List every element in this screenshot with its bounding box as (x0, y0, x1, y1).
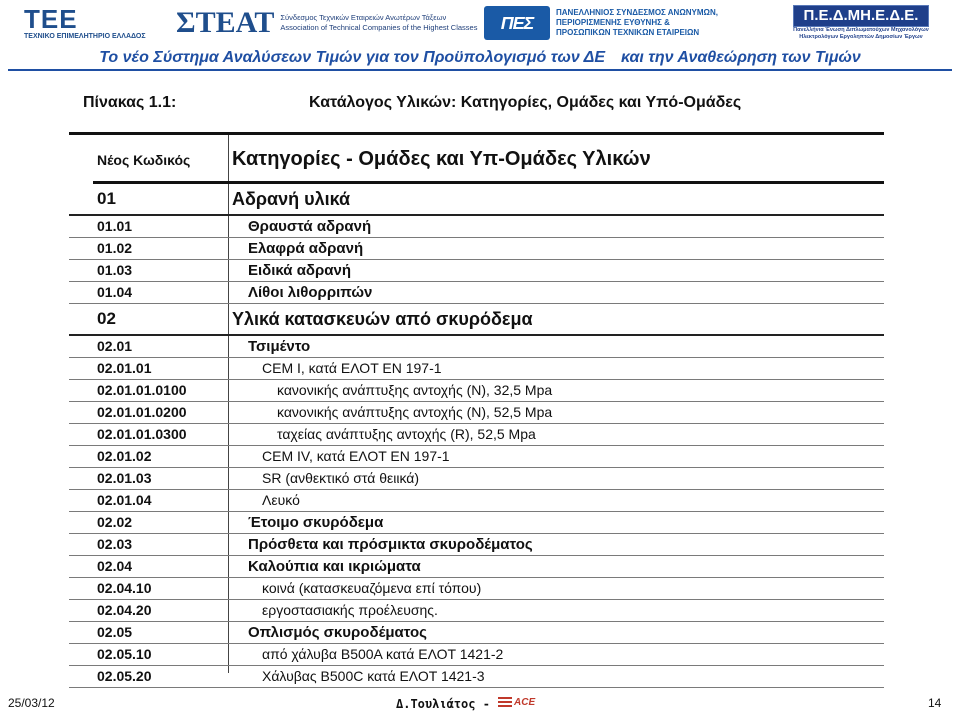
table-row (69, 380, 884, 402)
table-caption (83, 94, 873, 116)
table-row (69, 556, 884, 578)
pedmhede-logo (788, 2, 934, 44)
row-code: 02.01.02 (97, 448, 152, 464)
table-row (69, 490, 884, 512)
row-description: Θραυστά αδρανή (248, 218, 372, 235)
table-row (69, 512, 884, 534)
tee-logo-subtitle: ΤΕΧΝΙΚΟ ΕΠΙΜΕΛΗΤΗΡΙΟ ΕΛΛΑΔΟΣ (24, 32, 146, 40)
row-code: 01.04 (97, 284, 133, 300)
row-code: 02.01.03 (97, 470, 152, 486)
pesa-logo-mark-text: ΠΕΣ (500, 12, 534, 33)
row-code: 02.01.01.0300 (97, 426, 187, 442)
slide-title-part2: και την Αναθεώρηση των Τιμών (621, 49, 861, 66)
row-code: 02.02 (97, 514, 133, 530)
row-description: από χάλυβα B500A κατά ΕΛΟΤ 1421-2 (262, 646, 504, 662)
table-row (69, 600, 884, 622)
table-row (69, 260, 884, 282)
pesa-logo-line3: ΠΡΟΣΩΠΙΚΩΝ ΤΕΧΝΙΚΩΝ ΕΤΑΙΡΕΙΩΝ (556, 28, 700, 37)
row-description: SR (ανθεκτικό στά θειικά) (262, 470, 420, 486)
table-caption-text: Κατάλογος Υλικών: Κατηγορίες, Ομάδες και Υπό-Ομάδες (309, 94, 742, 111)
row-description: Λίθοι λιθορριπών (248, 284, 373, 301)
pesa-logo (484, 2, 744, 44)
row-code: 02.01 (97, 338, 133, 354)
column-header-code: Νέος Κωδικός (97, 152, 191, 168)
table-row (69, 216, 884, 238)
ace-logo (498, 694, 544, 710)
footer-author: Δ.Τουλιάτος - (396, 697, 490, 711)
row-description: Ελαφρά αδρανή (248, 240, 364, 257)
steat-logo (176, 2, 478, 44)
table-top-rule (69, 132, 884, 135)
tee-logo-mark: ΤΕΕ (24, 3, 78, 34)
steat-logo-text (280, 13, 477, 33)
table-row (69, 446, 884, 468)
ace-logo-stripes (498, 697, 512, 707)
row-description: Λευκό (262, 492, 300, 508)
pedmhede-logo-line1: Πανελλήνια Ένωση Διπλωματούχων Μηχανολόγων (793, 27, 929, 33)
table-row (69, 402, 884, 424)
pedmhede-logo-line2: Ηλεκτρολόγων Εργοληπτών Δημοσίων Έργων (799, 34, 923, 40)
row-code: 02.05.10 (97, 646, 152, 662)
pesa-logo-text (556, 8, 718, 38)
tee-logo (24, 2, 164, 44)
table-row (69, 534, 884, 556)
slide-title (0, 47, 960, 69)
table-row (69, 644, 884, 666)
row-code: 02.04.20 (97, 602, 152, 618)
row-code: 02.04 (97, 558, 133, 574)
slide-title-part1: Το νέο Σύστημα Αναλύσεων Τιμών για τον Προϋπολογισμό των ΔΕ (99, 49, 606, 66)
row-description: CEM IV, κατά ΕΛΟΤ ΕΝ 197-1 (262, 448, 450, 464)
row-description: CEM I, κατά ΕΛΟΤ ΕΝ 197-1 (262, 360, 442, 376)
pesa-logo-mark (484, 6, 550, 40)
steat-logo-line1: Σύνδεσμος Τεχνικών Εταιρειών Ανωτέρων Τάξεων (280, 13, 447, 22)
table-row (69, 336, 884, 358)
row-code: 02.01.04 (97, 492, 152, 508)
row-code: 02.01.01.0100 (97, 382, 187, 398)
table-row (69, 666, 884, 688)
table-caption-label: Πίνακας 1.1: (83, 94, 177, 111)
pesa-logo-line1: ΠΑΝΕΛΛΗΝΙΟΣ ΣΥΝΔΕΣΜΟΣ ΑΝΩΝΥΜΩΝ, (556, 8, 718, 17)
page-number: 14 (928, 696, 942, 710)
row-code: 02.01.01.0200 (97, 404, 187, 420)
row-description: ταχείας ανάπτυξης αντοχής (R), 52,5 Mpa (277, 426, 536, 442)
table-row (69, 578, 884, 600)
table-row (69, 282, 884, 304)
table-row (69, 304, 884, 336)
footer-date: 25/03/12 (8, 696, 55, 710)
row-description: Υλικά κατασκευών από σκυρόδεμα (232, 309, 533, 329)
ace-logo-text: ACE (514, 696, 536, 708)
table-row (69, 358, 884, 380)
table-row (69, 184, 884, 216)
row-description: Οπλισμός σκυροδέματος (248, 624, 427, 641)
row-description: Αδρανή υλικά (232, 189, 351, 209)
row-code: 02.05.20 (97, 668, 152, 684)
table-body (69, 184, 884, 688)
pesa-logo-line2: ΠΕΡΙΟΡΙΣΜΕΝΗΣ ΕΥΘΥΝΗΣ & (556, 18, 670, 27)
row-description: κανονικής ανάπτυξης αντοχής (Ν), 32,5 Mpa (277, 382, 553, 398)
row-code: 02.03 (97, 536, 133, 552)
row-code: 01 (97, 189, 116, 208)
row-code: 02.01.01 (97, 360, 152, 376)
table-row (69, 622, 884, 644)
row-description: Καλούπια και ικριώματα (248, 558, 421, 575)
row-description: Τσιμέντο (248, 338, 311, 355)
pedmhede-logo-mark: Π.Ε.Δ.ΜΗ.Ε.Δ.Ε. (793, 5, 929, 27)
header-divider (8, 69, 952, 71)
steat-logo-mark: ΣΤΕΑΤ (176, 6, 275, 39)
row-code: 01.02 (97, 240, 133, 256)
table-row (69, 424, 884, 446)
logo-bar (0, 0, 960, 46)
table-row (69, 238, 884, 260)
row-description: εργοστασιακής προέλευσης. (262, 602, 438, 618)
steat-logo-line2: Association of Technical Companies of the Highest Classes (280, 23, 478, 32)
row-description: Χάλυβας B500C κατά ΕΛΟΤ 1421-3 (262, 668, 485, 684)
table-row (69, 468, 884, 490)
row-description: κοινά (κατασκευαζόμενα επί τόπου) (262, 580, 482, 596)
row-code: 01.03 (97, 262, 133, 278)
row-description: κανονικής ανάπτυξης αντοχής (Ν), 52,5 Mpa (277, 404, 553, 420)
row-code: 02.05 (97, 624, 133, 640)
row-description: Ειδικά αδρανή (248, 262, 352, 279)
row-description: Έτοιμο σκυρόδεμα (248, 514, 384, 531)
materials-table-document (69, 82, 884, 684)
row-code: 02.04.10 (97, 580, 152, 596)
row-description: Πρόσθετα και πρόσμικτα σκυροδέματος (248, 536, 533, 553)
row-code: 02 (97, 309, 116, 328)
row-code: 01.01 (97, 218, 133, 234)
column-header-title: Κατηγορίες - Ομάδες και Υπ-Ομάδες Υλικών (232, 148, 651, 170)
